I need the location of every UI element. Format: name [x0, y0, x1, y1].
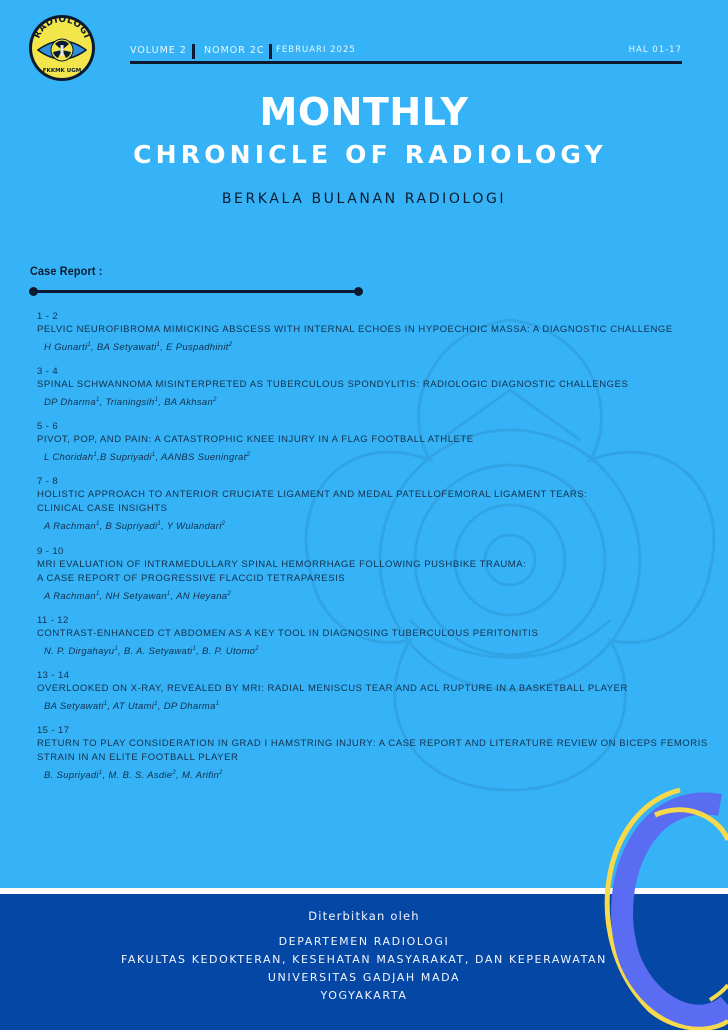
article-item[interactable]: [37, 724, 727, 784]
article-item[interactable]: [37, 545, 727, 605]
article-authors: DP Dharma$^1$, Trianingsih$^1$, BA Akhsan$^2$: [44, 397, 217, 409]
article-pages: 15 - 17: [37, 725, 70, 737]
journal-subtitle: BERKALA BULANAN RADIOLOGI: [221, 191, 507, 207]
article-pages: 3 - 4: [37, 366, 59, 378]
logo-bottom-text: FKKMK UGM: [42, 68, 82, 74]
journal-title-line1: MONTHLY: [259, 90, 469, 134]
university-name: UNIVERSITAS GADJAH MADA: [267, 971, 461, 984]
radiologi-logo: [28, 14, 96, 82]
article-title-continued[interactable]: STRAIN IN AN ELITE FOOTBALL PLAYER: [37, 752, 239, 764]
section-divider: [33, 290, 358, 293]
article-title[interactable]: HOLISTIC APPROACH TO ANTERIOR CRUCIATE LIGAMENT AND MEDAL PATELLOFEMORAL LIGAMENT TEARS:: [37, 489, 588, 501]
divider-endpoint-dot: [354, 287, 363, 296]
article-pages: 5 - 6: [37, 421, 59, 433]
article-authors: B. Supriyadi$^1$, M. B. S. Asdie$^2$, M. Arifin$^2$: [44, 770, 223, 782]
published-by-label: Diterbitkan oleh: [308, 909, 420, 923]
article-pages: 7 - 8: [37, 476, 59, 488]
article-title[interactable]: OVERLOOKED ON X-RAY, REVEALED BY MRI: RADIAL MENISCUS TEAR AND ACL RUPTURE IN A BASKETBALL PLAYER: [37, 682, 628, 694]
article-title[interactable]: PIVOT, POP, AND PAIN: A CATASTROPHIC KNEE INJURY IN A FLAG FOOTBALL ATHLETE: [37, 434, 474, 446]
article-item[interactable]: [37, 420, 727, 466]
article-authors: N. P. Dirgahayu$^1$, B. A. Setyawati$^1$, B. P. Utomo$^2$: [44, 645, 259, 657]
article-title-continued[interactable]: A CASE REPORT OF PROGRESSIVE FLACCID TETRAPARESIS: [37, 572, 346, 584]
page-range-label: HAL 01-17: [628, 45, 682, 55]
article-title[interactable]: RETURN TO PLAY CONSIDERATION IN GRAD I HAMSTRING INJURY: A CASE REPORT AND LITERATURE REVIEW ON BICEPS FEMORIS: [37, 738, 708, 750]
article-item[interactable]: [37, 475, 727, 535]
section-heading: Case Report :: [30, 264, 103, 278]
article-pages: 9 - 10: [37, 545, 64, 557]
publisher-footer: [0, 894, 728, 1030]
article-authors: L Choridah$^1$,B Supriyadi$^1$, AANBS Sueningrat$^2$: [44, 452, 251, 464]
article-title[interactable]: MRI EVALUATION OF INTRAMEDULLARY SPINAL HEMORRHAGE FOLLOWING PUSHBIKE TRAUMA:: [37, 558, 527, 570]
logo-top-text: RADIOLOGI: [32, 14, 92, 41]
article-item[interactable]: [37, 669, 727, 715]
article-pages: 1 - 2: [37, 311, 59, 322]
article-title-continued[interactable]: CLINICAL CASE INSIGHTS: [37, 503, 168, 515]
divider-endpoint-dot: [29, 287, 38, 296]
meta-divider: [192, 44, 195, 59]
article-pages: 11 - 12: [37, 614, 69, 626]
article-authors: H Gunarti$^1$, BA Setyawati$^1$, E Puspadhinit$^2$: [44, 342, 233, 354]
article-authors: BA Setyawati$^1$, AT Utami$^1$, DP Dharma$^1$: [44, 700, 220, 713]
article-item[interactable]: [37, 614, 727, 660]
department-name: DEPARTEMEN RADIOLOGI: [278, 935, 450, 948]
meta-divider: [269, 44, 272, 59]
issue-number-label: NOMOR 2C: [204, 45, 265, 56]
city-name: YOGYAKARTA: [320, 989, 408, 1002]
issue-date-label: FEBRUARI 2025: [276, 45, 356, 55]
article-authors: A Rachman$^1$, NH Setyawan$^1$, AN Heyana$^2$: [44, 590, 231, 602]
faculty-name: FAKULTAS KEDOKTERAN, KESEHATAN MASYARAKAT, DAN KEPERAWATAN: [121, 953, 607, 966]
article-authors: A Rachman$^1$, B Supriyadi$^1$, Y Wulandari$^2$: [44, 521, 226, 533]
issue-meta-bar: [130, 44, 682, 64]
article-item[interactable]: [37, 365, 727, 411]
article-title[interactable]: SPINAL SCHWANNOMA MISINTERPRETED AS TUBERCULOUS SPONDYLITIS: RADIOLOGIC DIAGNOSTIC CHALLENGES: [37, 379, 629, 391]
article-item[interactable]: [37, 310, 727, 356]
journal-title-line2: CHRONICLE OF RADIOLOGY: [133, 140, 607, 169]
article-title[interactable]: PELVIC NEUROFIBROMA MIMICKING ABSCESS WITH INTERNAL ECHOES IN HYPOECHOIC MASSA: A DIAGNOSTIC CHALLENGE: [37, 324, 673, 335]
article-list: [37, 310, 727, 793]
volume-label: VOLUME 2: [130, 45, 187, 56]
article-pages: 13 - 14: [37, 669, 70, 681]
article-title[interactable]: CONTRAST-ENHANCED CT ABDOMEN AS A KEY TOOL IN DIAGNOSING TUBERCULOUS PERITONITIS: [37, 627, 539, 639]
